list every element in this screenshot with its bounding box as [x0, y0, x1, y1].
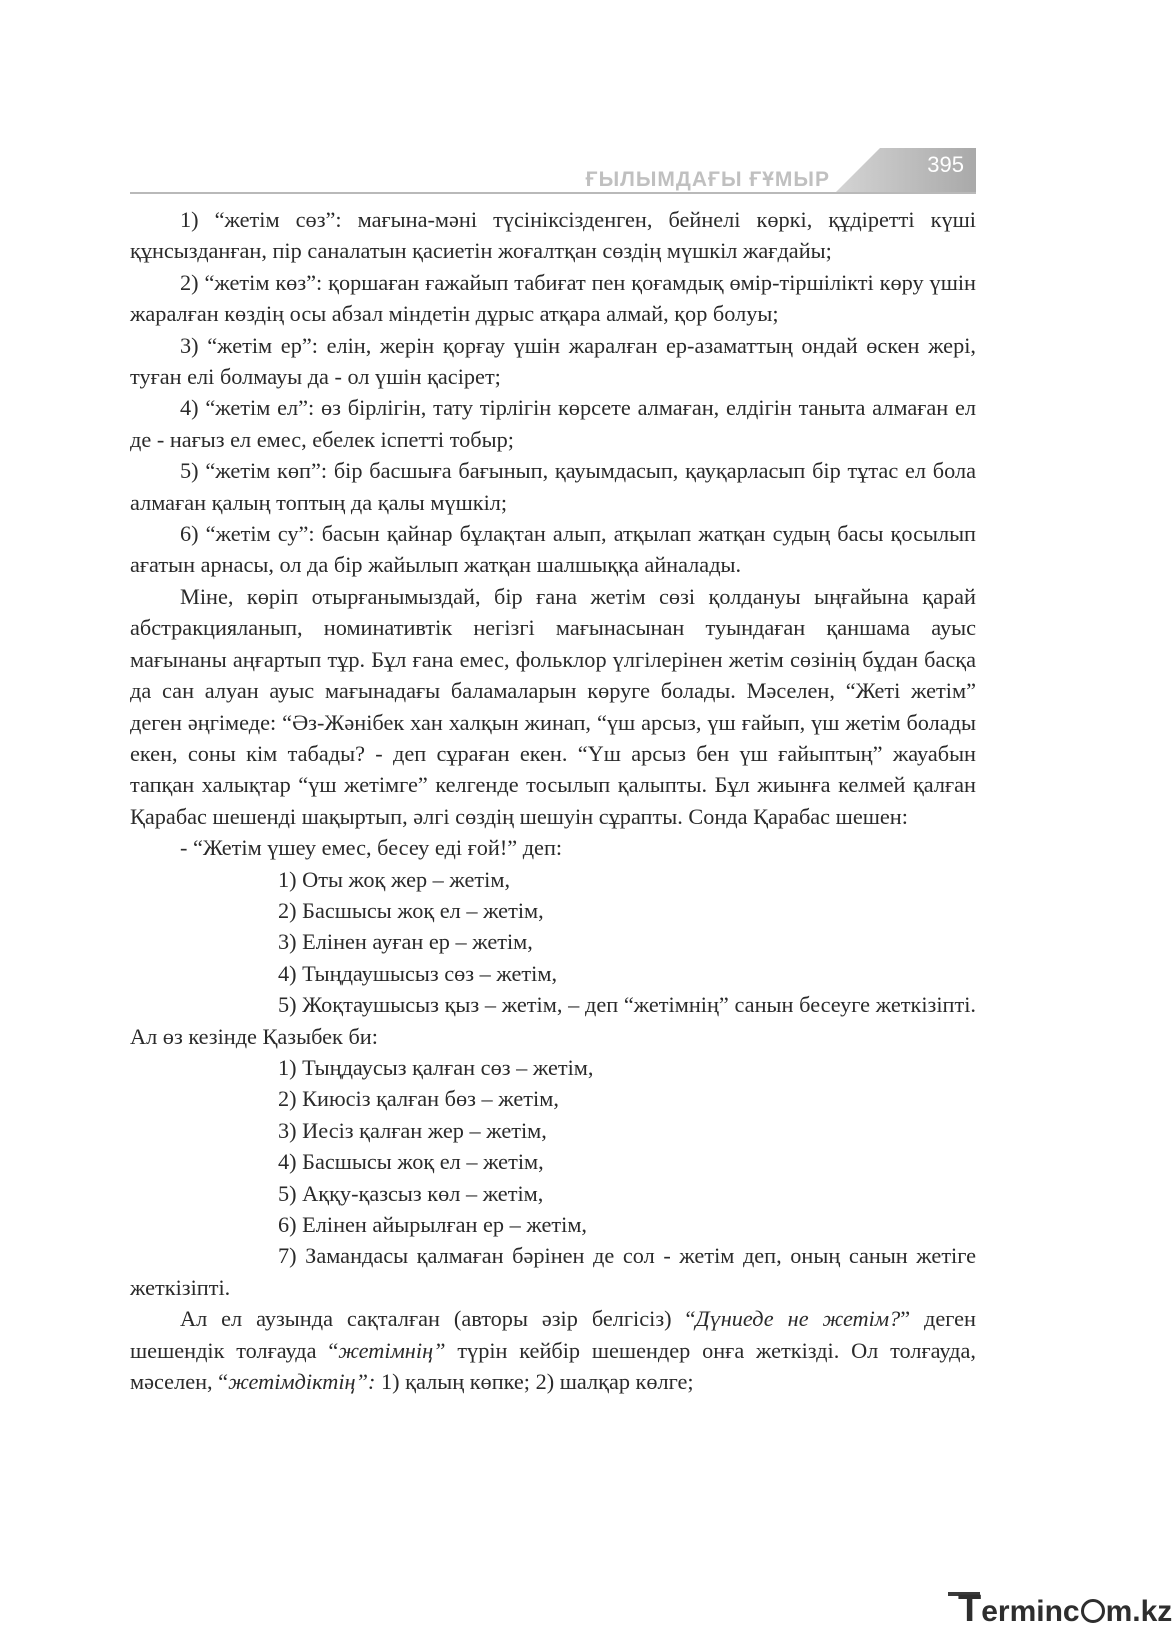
list-b-item-last: 7) Замандасы қалмаған бәрінен де сол - жетім деп, оның санын жетіге жеткізіпті. — [130, 1243, 976, 1300]
paragraph-3: 3) “жетім ер”: елін, жерін қорғау үшін жаралған ер-азаматтың ондай өскен жері, туған елі болмауы да - ол үшін қасірет; — [130, 332, 976, 390]
paragraph-5: 5) “жетім көп”: бір басшыға бағынып, қауымдасып, қауқарласып бір тұтас ел бола алмаған қалың топтың да қалы мүшкіл; — [130, 458, 976, 515]
header-rule — [130, 192, 976, 194]
list-b-item: 4) Басшысы жоқ ел – жетім, — [278, 1149, 544, 1175]
paragraph-8: - “Жетім үшеу емес, бесеу еді ғой!” деп: — [180, 835, 563, 861]
page-number: 395 — [927, 152, 964, 177]
list-a-item: 4) Тыңдаушысыз сөз – жетім, — [278, 960, 558, 986]
list-b-item: 1) Тыңдаусыз қалған сөз – жетім, — [278, 1054, 594, 1080]
final-text-d: 1) қалың көпке; 2) шалқар көлге; — [375, 1369, 694, 1395]
page-body — [130, 204, 976, 1397]
list-a-item: 1) Оты жоқ жер – жетім, — [278, 866, 511, 892]
site-watermark — [948, 1584, 1172, 1630]
list-b-item: 6) Елінен айырылған ер – жетім, — [278, 1212, 588, 1237]
final-text-b: ” деген шешендік толғауда “ — [130, 1306, 976, 1363]
paragraph-6: 6) “жетім су”: басын қайнар бұлақтан алып, атқылап жатқан судың басы қосылып ағатын арнасы, ол да бір жайылып жатқан шалшыққа айналады. — [130, 521, 976, 578]
list-a-item: 3) Елінен ауған ер – жетім, — [278, 929, 533, 955]
magnifier-icon — [1081, 1599, 1105, 1623]
list-a-item: 2) Басшысы жоқ ел – жетім, — [278, 897, 544, 923]
paragraph-7: Міне, көріп отырғанымыздай, бір ғана жетім сөзі қолдануы ыңғайына қарай абстракцияланып, номинативтік негізгі мағынасынан туындаған қаншама ауыс мағынаны аңғартып тұр. Бұл ғана емес, фольклор үлгілерінен жетім сөзінің бұдан басқа да сан алуан ауыс мағынадағы баламаларын көруге болады. Мәселен, “Жеті жетім” деген әңгімеде: “Әз-Жәнібек хан халқын жинап, “үш арсыз, үш ғайып, үш жетім болады екен, соны кім табады? - деп сұраған екен. “Үш арсыз бен үш ғайыптың” жауабын тапқан халықтар “үш жетімге” келгенде тосылып қалыпты. Бұл жиынға келмей қалған Қарабас шешенді шақыртып, әлгі сөздің шешуін сұрапты. Сонда Қарабас шешен: — [130, 583, 976, 829]
paragraph-1: 1) “жетім сөз”: мағына-мәні түсініксізденген, бейнелі көркі, құдіретті күші құнсызданған, пір саналатын қасиетін жоғалтқан сөздің мүшкіл жағдайы; — [130, 207, 976, 264]
final-text-c: түрін кейбір шешендер онға жеткізді. Ол толғауда, мәселен, “ — [130, 1337, 976, 1395]
list-b-item: 2) Киюсіз қалған бөз – жетім, — [278, 1086, 559, 1112]
final-text-a: Ал ел аузында сақталған (авторы әзір белгісіз) “ — [180, 1306, 696, 1332]
final-italic-c: жетімдіктің”: — [228, 1369, 376, 1395]
list-a-item-last: 5) Жоқтаушысыз қыз – жетім, – деп “жетімнің” санын бесеуге жеткізіпті. Ал өз кезінде Қазыбек би: — [130, 992, 976, 1049]
header-title: ҒЫЛЫМДАҒЫ ҒҰМЫР — [585, 168, 830, 191]
paragraph-2: 2) “жетім көз”: қоршаған ғажайып табиғат пен қоғамдық өмір-тіршілікті көру үшін жаралған көздің осы абзал міндетін дұрыс атқара алмай, қор болуы; — [130, 269, 976, 327]
paragraph-final — [130, 1303, 976, 1397]
paragraph-4: 4) “жетім ел”: өз бірлігін, тату тірлігін көрсете алмаған, елдігін таныта алмаған ел де - нағыз ел емес, ебелек іспетті тобыр; — [130, 395, 976, 452]
final-italic-b: жетімнің” — [338, 1337, 446, 1363]
watermark-text: Terminc m.kz — [958, 1588, 1172, 1630]
running-header — [130, 148, 976, 196]
list-b-item: 3) Иесіз қалған жер – жетім, — [278, 1117, 547, 1143]
final-italic-a: Дүниеде не жетім? — [695, 1306, 901, 1332]
list-b-item: 5) Аққу-қазсыз көл – жетім, — [278, 1180, 544, 1206]
